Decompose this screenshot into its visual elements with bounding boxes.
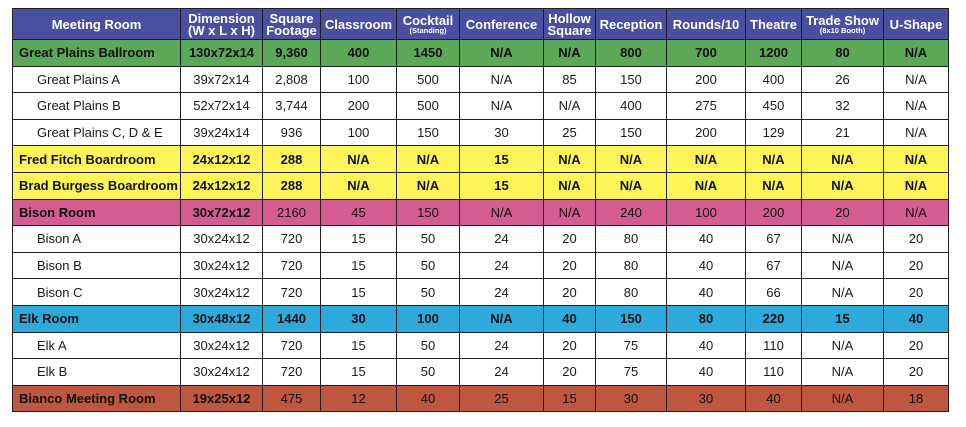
cell-cocktail: 100 [397, 305, 460, 332]
header-trade-show-line1: Trade Show [806, 12, 879, 28]
cell-cocktail: 50 [397, 359, 460, 386]
cell-cocktail: 500 [397, 93, 460, 120]
cell-classroom: N/A [321, 172, 397, 199]
cell-conference: N/A [460, 305, 544, 332]
table-row-room [13, 172, 949, 199]
cell-hollow-square: 25 [544, 119, 596, 146]
header-classroom [321, 9, 397, 40]
header-trade-show [802, 9, 884, 40]
cell-conference: 30 [460, 119, 544, 146]
header-square-footage [263, 9, 321, 40]
cell-classroom: N/A [321, 146, 397, 173]
cell-square-footage: 288 [263, 146, 321, 173]
cell-room-name: Great Plains Ballroom [13, 40, 181, 67]
table-row-room [13, 305, 949, 332]
cell-square-footage: 720 [263, 359, 321, 386]
cell-hollow-square: 85 [544, 66, 596, 93]
cell-trade-show: 26 [802, 66, 884, 93]
header-theatre [746, 9, 802, 40]
cell-square-footage: 720 [263, 252, 321, 279]
cell-classroom: 15 [321, 226, 397, 253]
cell-rounds: 275 [667, 93, 746, 120]
cell-u-shape: 20 [884, 332, 949, 359]
cell-u-shape: 20 [884, 226, 949, 253]
cell-dimension: 24x12x12 [181, 146, 263, 173]
cell-dimension: 130x72x14 [181, 40, 263, 67]
cell-theatre: 110 [746, 332, 802, 359]
cell-rounds: 40 [667, 359, 746, 386]
cell-trade-show: 15 [802, 305, 884, 332]
header-cocktail-line2: (Standing) [409, 25, 447, 35]
cell-hollow-square: N/A [544, 93, 596, 120]
cell-classroom: 15 [321, 332, 397, 359]
header-dimension-line1: Dimension [188, 10, 255, 26]
cell-room-name: Brad Burgess Boardroom [13, 172, 181, 199]
cell-conference: 24 [460, 226, 544, 253]
table-row-subroom [13, 93, 949, 120]
table-row-subroom [13, 359, 949, 386]
cell-square-footage: 1440 [263, 305, 321, 332]
cell-trade-show: N/A [802, 359, 884, 386]
cell-rounds: 40 [667, 252, 746, 279]
cell-classroom: 15 [321, 359, 397, 386]
cell-cocktail: 40 [397, 385, 460, 412]
cell-u-shape: N/A [884, 119, 949, 146]
cell-dimension: 19x25x12 [181, 385, 263, 412]
cell-room-name: Bison C [13, 279, 181, 306]
cell-classroom: 30 [321, 305, 397, 332]
cell-theatre: 67 [746, 226, 802, 253]
cell-classroom: 400 [321, 40, 397, 67]
cell-square-footage: 288 [263, 172, 321, 199]
header-row [13, 9, 949, 40]
header-conference-label: Conference [465, 16, 538, 32]
cell-conference: 24 [460, 359, 544, 386]
cell-classroom: 200 [321, 93, 397, 120]
cell-square-footage: 720 [263, 332, 321, 359]
table-body [13, 40, 949, 412]
cell-classroom: 15 [321, 279, 397, 306]
cell-trade-show: N/A [802, 226, 884, 253]
cell-dimension: 30x48x12 [181, 305, 263, 332]
cell-rounds: 700 [667, 40, 746, 67]
cell-trade-show: N/A [802, 172, 884, 199]
cell-hollow-square: N/A [544, 199, 596, 226]
cell-conference: N/A [460, 199, 544, 226]
cell-cocktail: 50 [397, 332, 460, 359]
cell-square-footage: 3,744 [263, 93, 321, 120]
cell-theatre: N/A [746, 172, 802, 199]
cell-conference: N/A [460, 93, 544, 120]
header-reception [596, 9, 667, 40]
cell-classroom: 100 [321, 66, 397, 93]
cell-room-name: Fred Fitch Boardroom [13, 146, 181, 173]
header-hollow-square [544, 9, 596, 40]
cell-room-name: Great Plains C, D & E [13, 119, 181, 146]
cell-theatre: 400 [746, 66, 802, 93]
cell-u-shape: 20 [884, 279, 949, 306]
cell-cocktail: 50 [397, 252, 460, 279]
meeting-room-capacity-table-wrapper [12, 8, 949, 412]
cell-rounds: 200 [667, 119, 746, 146]
cell-classroom: 12 [321, 385, 397, 412]
cell-dimension: 30x24x12 [181, 252, 263, 279]
table-row-subroom [13, 119, 949, 146]
cell-rounds: N/A [667, 172, 746, 199]
cell-classroom: 15 [321, 252, 397, 279]
cell-u-shape: N/A [884, 172, 949, 199]
cell-dimension: 30x24x12 [181, 359, 263, 386]
cell-trade-show: N/A [802, 279, 884, 306]
cell-rounds: 40 [667, 226, 746, 253]
cell-room-name: Great Plains A [13, 66, 181, 93]
cell-conference: N/A [460, 40, 544, 67]
cell-reception: 80 [596, 279, 667, 306]
cell-dimension: 30x24x12 [181, 226, 263, 253]
cell-u-shape: 18 [884, 385, 949, 412]
cell-dimension: 39x24x14 [181, 119, 263, 146]
cell-theatre: 66 [746, 279, 802, 306]
cell-cocktail: 150 [397, 119, 460, 146]
cell-rounds: 40 [667, 279, 746, 306]
cell-classroom: 45 [321, 199, 397, 226]
table-row-subroom [13, 66, 949, 93]
cell-room-name: Bianco Meeting Room [13, 385, 181, 412]
table-row-subroom [13, 226, 949, 253]
header-u-shape [884, 9, 949, 40]
cell-reception: 30 [596, 385, 667, 412]
cell-trade-show: 20 [802, 199, 884, 226]
cell-rounds: 100 [667, 199, 746, 226]
cell-square-footage: 2,808 [263, 66, 321, 93]
cell-u-shape: N/A [884, 199, 949, 226]
cell-theatre: 450 [746, 93, 802, 120]
cell-trade-show: N/A [802, 146, 884, 173]
cell-rounds: 80 [667, 305, 746, 332]
cell-reception: 400 [596, 93, 667, 120]
cell-room-name: Elk Room [13, 305, 181, 332]
table-row-room [13, 146, 949, 173]
cell-dimension: 30x24x12 [181, 279, 263, 306]
cell-cocktail: 1450 [397, 40, 460, 67]
header-meeting-room-label: Meeting Room [51, 16, 142, 32]
cell-theatre: 40 [746, 385, 802, 412]
cell-theatre: 1200 [746, 40, 802, 67]
header-dimension-line2: (W x L x H) [188, 22, 255, 38]
header-reception-label: Reception [599, 16, 663, 32]
cell-dimension: 52x72x14 [181, 93, 263, 120]
header-hollow-square-line2: Square [547, 22, 592, 38]
cell-hollow-square: 20 [544, 332, 596, 359]
header-rounds [667, 9, 746, 40]
cell-conference: 24 [460, 332, 544, 359]
cell-hollow-square: N/A [544, 172, 596, 199]
cell-square-footage: 9,360 [263, 40, 321, 67]
cell-square-footage: 475 [263, 385, 321, 412]
cell-reception: N/A [596, 172, 667, 199]
header-meeting-room [13, 9, 181, 40]
cell-dimension: 30x72x12 [181, 199, 263, 226]
table-row-room [13, 199, 949, 226]
cell-theatre: 110 [746, 359, 802, 386]
table-row-subroom [13, 332, 949, 359]
header-u-shape-label: U-Shape [889, 16, 943, 32]
cell-room-name: Elk A [13, 332, 181, 359]
cell-trade-show: 80 [802, 40, 884, 67]
table-row-room [13, 40, 949, 67]
cell-hollow-square: 20 [544, 359, 596, 386]
cell-u-shape: N/A [884, 66, 949, 93]
header-hollow-square-line1: Hollow [548, 10, 591, 26]
header-square-footage-line1: Square [269, 10, 314, 26]
cell-square-footage: 720 [263, 226, 321, 253]
cell-trade-show: N/A [802, 252, 884, 279]
cell-square-footage: 2160 [263, 199, 321, 226]
cell-dimension: 30x24x12 [181, 332, 263, 359]
cell-square-footage: 936 [263, 119, 321, 146]
cell-conference: 24 [460, 252, 544, 279]
cell-trade-show: 21 [802, 119, 884, 146]
cell-cocktail: N/A [397, 172, 460, 199]
header-classroom-label: Classroom [324, 16, 393, 32]
cell-conference: 24 [460, 279, 544, 306]
cell-dimension: 39x72x14 [181, 66, 263, 93]
cell-reception: 80 [596, 252, 667, 279]
cell-reception: 75 [596, 359, 667, 386]
cell-hollow-square: 20 [544, 279, 596, 306]
cell-hollow-square: 20 [544, 252, 596, 279]
cell-theatre: 220 [746, 305, 802, 332]
cell-hollow-square: N/A [544, 40, 596, 67]
cell-theatre: N/A [746, 146, 802, 173]
cell-u-shape: 20 [884, 359, 949, 386]
cell-trade-show: N/A [802, 332, 884, 359]
cell-dimension: 24x12x12 [181, 172, 263, 199]
header-cocktail [397, 9, 460, 40]
header-cocktail-line1: Cocktail [402, 12, 454, 28]
cell-cocktail: 150 [397, 199, 460, 226]
cell-u-shape: 40 [884, 305, 949, 332]
cell-conference: 15 [460, 146, 544, 173]
cell-reception: 240 [596, 199, 667, 226]
cell-reception: N/A [596, 146, 667, 173]
cell-rounds: N/A [667, 146, 746, 173]
cell-rounds: 200 [667, 66, 746, 93]
cell-theatre: 200 [746, 199, 802, 226]
cell-cocktail: 50 [397, 279, 460, 306]
cell-theatre: 67 [746, 252, 802, 279]
cell-room-name: Bison A [13, 226, 181, 253]
cell-cocktail: N/A [397, 146, 460, 173]
cell-reception: 75 [596, 332, 667, 359]
cell-cocktail: 50 [397, 226, 460, 253]
cell-room-name: Bison B [13, 252, 181, 279]
cell-conference: 25 [460, 385, 544, 412]
cell-reception: 150 [596, 66, 667, 93]
cell-reception: 80 [596, 226, 667, 253]
cell-square-footage: 720 [263, 279, 321, 306]
header-dimension [181, 9, 263, 40]
cell-hollow-square: 40 [544, 305, 596, 332]
cell-u-shape: N/A [884, 40, 949, 67]
cell-u-shape: N/A [884, 93, 949, 120]
cell-conference: N/A [460, 66, 544, 93]
cell-room-name: Elk B [13, 359, 181, 386]
header-square-footage-line2: Footage [266, 22, 317, 38]
header-trade-show-line2: (8x10 Booth) [819, 25, 866, 35]
cell-trade-show: N/A [802, 385, 884, 412]
header-rounds-label: Rounds/10 [672, 16, 740, 32]
cell-trade-show: 32 [802, 93, 884, 120]
cell-hollow-square: N/A [544, 146, 596, 173]
cell-rounds: 40 [667, 332, 746, 359]
header-theatre-label: Theatre [750, 16, 797, 32]
meeting-room-capacity-table [12, 8, 949, 412]
cell-hollow-square: 15 [544, 385, 596, 412]
cell-cocktail: 500 [397, 66, 460, 93]
table-row-room [13, 385, 949, 412]
table-row-subroom [13, 279, 949, 306]
cell-room-name: Great Plains B [13, 93, 181, 120]
cell-conference: 15 [460, 172, 544, 199]
cell-rounds: 30 [667, 385, 746, 412]
cell-theatre: 129 [746, 119, 802, 146]
cell-u-shape: 20 [884, 252, 949, 279]
table-header [13, 9, 949, 40]
cell-hollow-square: 20 [544, 226, 596, 253]
cell-reception: 800 [596, 40, 667, 67]
cell-reception: 150 [596, 305, 667, 332]
cell-classroom: 100 [321, 119, 397, 146]
header-conference [460, 9, 544, 40]
table-row-subroom [13, 252, 949, 279]
cell-room-name: Bison Room [13, 199, 181, 226]
cell-u-shape: N/A [884, 146, 949, 173]
cell-reception: 150 [596, 119, 667, 146]
